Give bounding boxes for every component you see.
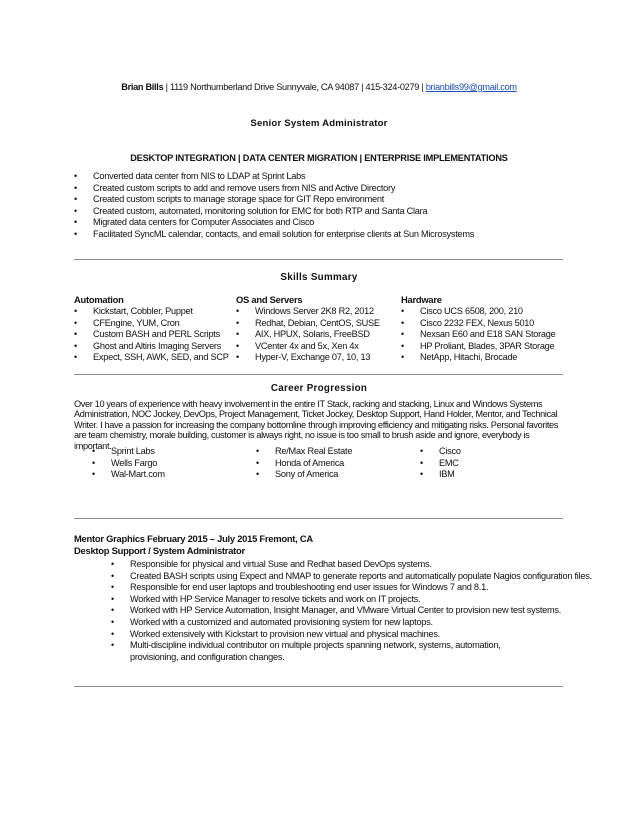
list-item: • Windows Server 2K8 R2, 2012 [236, 306, 380, 318]
list-item: • IBM [420, 469, 461, 481]
job-role: Desktop Support / System Administrator [74, 545, 245, 556]
job-responsibilities [111, 559, 592, 663]
list-item: • Worked with HP Service Automation, Insight Manager, and VMware Virtual Center to provision new test systems. [111, 605, 592, 617]
section-divider [74, 374, 563, 375]
career-summary-line: Over 10 years of experience with heavy involvement in the entire IT Stack, racking and stacking, Linux and Windows Systems [74, 399, 543, 409]
list-item: • Created custom, automated, monitoring solution for EMC for both RTP and Santa Clara [74, 206, 474, 218]
list-item: • Honda of America [256, 458, 352, 470]
resume-title: Senior System Administrator [250, 118, 388, 129]
list-item: • Re/Max Real Estate [256, 446, 352, 458]
employers-col-2 [256, 446, 352, 481]
list-item: • Multi-discipline individual contributor on multiple projects spanning network, systems, automation, provisioning, and configuration changes. [111, 640, 550, 663]
list-item: • CFEngine, YUM, Cron [74, 318, 229, 330]
focus-areas: DESKTOP INTEGRATION | DATA CENTER MIGRATION | ENTERPRISE IMPLEMENTATIONS [130, 153, 508, 163]
list-item: • EMC [420, 458, 461, 470]
job-heading [74, 533, 313, 557]
career-summary-line: are team chemistry, morale building, customer is always right, no issue is too small to brush aside and ignore, everybody is [74, 430, 530, 441]
list-item: • Nexsan E60 and E18 SAN Storage [401, 329, 556, 341]
list-item: • Responsible for physical and virtual Suse and Redhat based DevOps systems. [111, 559, 592, 571]
job-company-dates: Mentor Graphics February 2015 – July 2015 Fremont, CA [74, 533, 313, 544]
list-item: • Created BASH scripts using Expect and NMAP to generate reports and automatically populate Nagios configuration files. [111, 571, 592, 583]
list-item: • Created custom scripts to manage storage space for GIT Repo environment [74, 194, 474, 206]
list-item: • Custom BASH and PERL Scripts [74, 329, 229, 341]
section-divider [74, 686, 563, 687]
list-item: • VCenter 4x and 5x, Xen 4x [236, 341, 380, 353]
list-item: • Worked with HP Service Manager to resolve tickets and work on IT projects. [111, 594, 592, 606]
email-link[interactable]: brianbills99@gmail.com [425, 82, 517, 92]
list-item: • Sony of America [256, 469, 352, 481]
list-item: • Migrated data centers for Computer Associates and Cisco [74, 217, 474, 229]
list-item: • Responsible for end user laptops and troubleshooting end user issues for Windows 7 and 8.1. [111, 582, 592, 594]
list-item: • NetApp, Hitachi, Brocade [401, 352, 556, 364]
list-item: • Cisco UCS 6508, 200, 210 [401, 306, 556, 318]
list-item: • Ghost and Altiris Imaging Servers [74, 341, 229, 353]
list-item: • Kickstart, Cobbler, Puppet [74, 306, 229, 318]
list-item: • Converted data center from NIS to LDAP at Sprint Labs [74, 171, 474, 183]
list-item: • Redhat, Debian, CentOS, SUSE [236, 318, 380, 330]
skills-heading-automation: Automation [74, 294, 124, 305]
list-item: • Wells Fargo [92, 458, 165, 470]
career-summary-line: important. [74, 440, 112, 451]
list-item: • Facilitated SyncML calendar, contacts, and email solution for enterprise clients at Sun Microsystems [74, 229, 474, 241]
skills-list-hardware [401, 306, 556, 364]
skills-title: Skills Summary [280, 272, 358, 283]
skills-list-os [236, 306, 380, 364]
list-item: • Expect, SSH, AWK, SED, and SCP [74, 352, 229, 364]
list-item: • Created custom scripts to add and remove users from NIS and Active Directory [74, 183, 474, 195]
list-item: • Worked extensively with Kickstart to provision new virtual and physical machines. [111, 629, 592, 641]
contact-line [0, 82, 638, 92]
career-summary-line: Administration, NOC Jockey, DevOps, Project Management, Ticket Jockey, Desktop Support, Hand Holder, Mentor, and Technical [74, 409, 558, 420]
career-summary-line: Writer. I have a passion for increasing the company bottomline through improving efficiency and mitigating risks. Personal favorites [74, 419, 559, 430]
employers-col-3 [420, 446, 461, 481]
list-item: • HP Proliant, Blades, 3PAR Storage [401, 341, 556, 353]
employers-col-1 [92, 446, 165, 481]
list-item: • AIX, HPUX, Solaris, FreeBSD [236, 329, 380, 341]
list-item: • Hyper-V, Exchange 07, 10, 13 [236, 352, 380, 364]
candidate-name: Brian Bills [121, 82, 164, 92]
skills-list-automation [74, 306, 229, 364]
list-item: • Sprint Labs [92, 446, 165, 458]
list-item: • Wal-Mart.com [92, 469, 165, 481]
list-item: • Cisco 2232 FEX, Nexus 5010 [401, 318, 556, 330]
contact-details: | 1119 Northumberland Drive Sunnyvale, CA 94087 | 415-324-0279 | [163, 82, 426, 92]
skills-heading-hardware: Hardware [401, 294, 442, 305]
career-title: Career Progression [270, 383, 368, 394]
list-item: • Worked with a customized and automated provisioning system for new laptops. [111, 617, 592, 629]
summary-list [74, 171, 474, 241]
section-divider [74, 518, 563, 519]
list-item: • Cisco [420, 446, 461, 458]
skills-heading-os: OS and Servers [236, 294, 303, 305]
career-summary [74, 399, 566, 451]
section-divider [74, 259, 563, 260]
